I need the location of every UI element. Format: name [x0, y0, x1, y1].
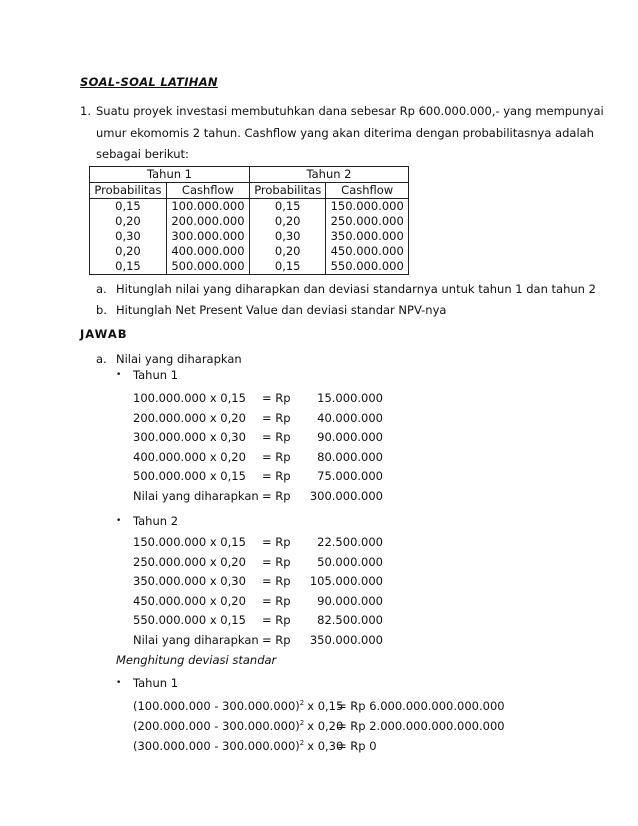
col-header: Cashflow — [326, 183, 409, 199]
table-cell: 0,20 — [90, 214, 167, 229]
calc-value: 75.000.000 — [317, 469, 383, 483]
question-line: Suatu proyek investasi membutuhkan dana sebesar Rp 600.000.000,- yang mempunyai — [96, 104, 604, 118]
calc-value: 50.000.000 — [317, 554, 383, 569]
calc-value: 300.000.000 — [309, 488, 383, 503]
calc-expression: 150.000.000 x 0,15 — [133, 535, 246, 549]
calc-expression: 250.000.000 x 0,20 — [133, 554, 246, 569]
deviation-multiplier: x 0,20 — [307, 719, 344, 733]
calc-expression: 300.000.000 x 0,30 — [133, 430, 246, 444]
calc-expression: 450.000.000 x 0,20 — [133, 593, 246, 608]
deviation-year1-title: Tahun 1 — [133, 676, 179, 690]
deviation-multiplier: x 0,15 — [307, 699, 344, 713]
calc-equals-rp: = Rp — [262, 449, 291, 464]
table-cell: 0,30 — [90, 229, 167, 244]
calc-expression: 400.000.000 x 0,20 — [133, 449, 246, 464]
calc-equals-rp: = Rp — [262, 574, 291, 588]
part-a-title: Nilai yang diharapkan — [116, 352, 242, 366]
part-a-label: a. — [96, 352, 107, 366]
table-row — [90, 229, 409, 244]
calc-expression: 350.000.000 x 0,30 — [133, 574, 246, 588]
answer-title: JAWAB — [80, 327, 128, 341]
table-cell: 0,20 — [250, 244, 326, 259]
table-year-header-row — [90, 167, 409, 183]
calc-value: 15.000.000 — [317, 391, 383, 405]
calc-expression: 200.000.000 x 0,20 — [133, 410, 246, 425]
table-row — [90, 214, 409, 229]
deviation-power: 2 — [299, 699, 305, 708]
table-cell: 0,15 — [90, 199, 167, 215]
calc-equals-rp: = Rp — [262, 469, 291, 483]
sub-item-label: a. — [96, 282, 107, 296]
deviation-row — [133, 739, 343, 753]
calc-expression: 100.000.000 x 0,15 — [133, 391, 246, 405]
calc-equals-rp: = Rp — [262, 430, 291, 444]
calc-expression: 500.000.000 x 0,15 — [133, 469, 246, 483]
deviation-row — [133, 719, 343, 733]
year1-title: Tahun 1 — [133, 368, 179, 382]
calc-value: 350.000.000 — [309, 632, 383, 647]
table-cell: 350.000.000 — [326, 229, 409, 244]
table-cell: 0,15 — [250, 199, 326, 215]
deviation-result: = Rp 2.000.000.000.000.000 — [337, 719, 505, 733]
deviation-expression: (200.000.000 - 300.000.000) — [133, 719, 300, 733]
page-heading: SOAL-SOAL LATIHAN — [80, 75, 218, 89]
bullet-icon: • — [116, 678, 122, 688]
deviation-row — [133, 699, 343, 713]
bullet-icon: • — [116, 370, 122, 380]
table-cell: 0,15 — [250, 259, 326, 275]
year-header-1: Tahun 1 — [90, 167, 250, 183]
deviation-multiplier: x 0,30 — [307, 739, 344, 753]
calc-equals-rp: = Rp — [262, 410, 291, 425]
table-cell: 0,20 — [90, 244, 167, 259]
col-header: Probabilitas — [250, 183, 326, 199]
table-cell: 250.000.000 — [326, 214, 409, 229]
col-header: Cashflow — [166, 183, 249, 199]
question-line: umur ekomomis 2 tahun. Cashflow yang akan diterima dengan probabilitasnya adalah — [96, 126, 594, 140]
table-cell: 450.000.000 — [326, 244, 409, 259]
calc-value: 105.000.000 — [309, 574, 383, 588]
calc-value: 22.500.000 — [317, 535, 383, 549]
calc-equals-rp: = Rp — [262, 554, 291, 569]
table-cell: 0,30 — [250, 229, 326, 244]
deviation-title: Menghitung deviasi standar — [116, 653, 277, 667]
table-cell: 150.000.000 — [326, 199, 409, 215]
table-col-header-row — [90, 183, 409, 199]
table-cell: 200.000.000 — [166, 214, 249, 229]
sub-item-text: Hitunglah nilai yang diharapkan dan deviasi standarnya untuk tahun 1 dan tahun 2 — [116, 282, 596, 296]
deviation-power: 2 — [299, 739, 305, 748]
calc-equals-rp: = Rp — [262, 593, 291, 608]
deviation-result: = Rp 6.000.000.000.000.000 — [337, 699, 505, 713]
deviation-result: = Rp 0 — [337, 739, 377, 753]
cashflow-table — [89, 166, 409, 275]
table-cell: 400.000.000 — [166, 244, 249, 259]
calc-value: 90.000.000 — [317, 430, 383, 444]
calc-expression: Nilai yang diharapkan — [133, 632, 259, 647]
calc-value: 90.000.000 — [317, 593, 383, 608]
calc-expression: Nilai yang diharapkan — [133, 488, 259, 503]
calc-expression: 550.000.000 x 0,15 — [133, 613, 246, 627]
calc-value: 80.000.000 — [317, 449, 383, 464]
table-cell: 300.000.000 — [166, 229, 249, 244]
question-line: sebagai berikut: — [96, 147, 189, 161]
table-row — [90, 199, 409, 215]
table-cell: 100.000.000 — [166, 199, 249, 215]
table-row — [90, 244, 409, 259]
bullet-icon: • — [116, 516, 122, 526]
table-cell: 0,15 — [90, 259, 167, 275]
calc-equals-rp: = Rp — [262, 391, 291, 405]
sub-item-label: b. — [96, 303, 107, 317]
table-cell: 550.000.000 — [326, 259, 409, 275]
calc-equals-rp: = Rp — [262, 632, 291, 647]
calc-equals-rp: = Rp — [262, 535, 291, 549]
deviation-expression: (100.000.000 - 300.000.000) — [133, 699, 300, 713]
year2-title: Tahun 2 — [133, 514, 179, 528]
table-cell: 500.000.000 — [166, 259, 249, 275]
year-header-2: Tahun 2 — [250, 167, 409, 183]
deviation-expression: (300.000.000 - 300.000.000) — [133, 739, 300, 753]
calc-equals-rp: = Rp — [262, 488, 291, 503]
calc-equals-rp: = Rp — [262, 613, 291, 627]
deviation-power: 2 — [299, 719, 305, 728]
sub-item-text: Hitunglah Net Present Value dan deviasi standar NPV-nya — [116, 303, 447, 317]
question-number: 1. — [80, 104, 91, 118]
table-row — [90, 259, 409, 275]
col-header: Probabilitas — [90, 183, 167, 199]
table-cell: 0,20 — [250, 214, 326, 229]
calc-value: 40.000.000 — [317, 410, 383, 425]
calc-value: 82.500.000 — [317, 613, 383, 627]
